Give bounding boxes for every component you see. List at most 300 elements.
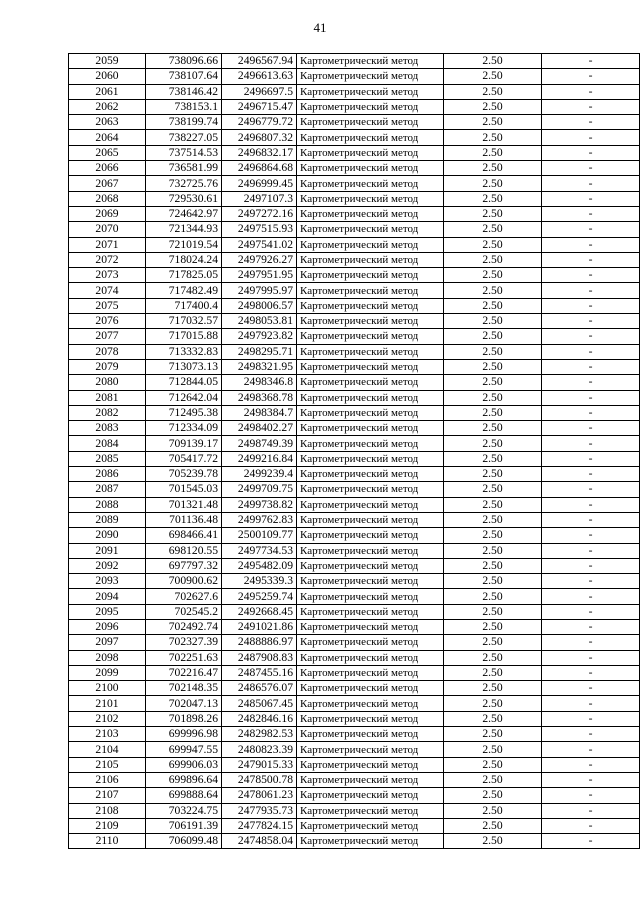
y-coordinate-cell: 2498295.71 <box>222 344 297 359</box>
point-number-cell: 2089 <box>69 512 146 527</box>
accuracy-cell: 2.50 <box>444 665 542 680</box>
y-coordinate-cell: 2498749.39 <box>222 436 297 451</box>
x-coordinate-cell: 705239.78 <box>146 467 222 482</box>
accuracy-cell: 2.50 <box>444 834 542 849</box>
y-coordinate-cell: 2496864.68 <box>222 161 297 176</box>
method-cell: Картометрический метод <box>297 619 444 634</box>
y-coordinate-cell: 2499239.4 <box>222 467 297 482</box>
x-coordinate-cell: 702148.35 <box>146 681 222 696</box>
description-cell: - <box>542 344 640 359</box>
description-cell: - <box>542 589 640 604</box>
description-cell: - <box>542 436 640 451</box>
description-cell: - <box>542 298 640 313</box>
method-cell: Картометрический метод <box>297 359 444 374</box>
description-cell: - <box>542 818 640 833</box>
method-cell: Картометрический метод <box>297 405 444 420</box>
description-cell: - <box>542 237 640 252</box>
x-coordinate-cell: 702327.39 <box>146 635 222 650</box>
table-row <box>69 314 640 329</box>
y-coordinate-cell: 2497541.02 <box>222 237 297 252</box>
x-coordinate-cell: 738199.74 <box>146 115 222 130</box>
y-coordinate-cell: 2478061.23 <box>222 788 297 803</box>
point-number-cell: 2076 <box>69 314 146 329</box>
point-number-cell: 2072 <box>69 252 146 267</box>
method-cell: Картометрический метод <box>297 757 444 772</box>
description-cell: - <box>542 528 640 543</box>
table-row <box>69 497 640 512</box>
table-row <box>69 359 640 374</box>
method-cell: Картометрический метод <box>297 696 444 711</box>
x-coordinate-cell: 702047.13 <box>146 696 222 711</box>
point-number-cell: 2103 <box>69 727 146 742</box>
description-cell: - <box>542 727 640 742</box>
description-cell: - <box>542 665 640 680</box>
description-cell: - <box>542 314 640 329</box>
accuracy-cell: 2.50 <box>444 818 542 833</box>
accuracy-cell: 2.50 <box>444 619 542 634</box>
accuracy-cell: 2.50 <box>444 298 542 313</box>
accuracy-cell: 2.50 <box>444 696 542 711</box>
method-cell: Картометрический метод <box>297 237 444 252</box>
x-coordinate-cell: 732725.76 <box>146 176 222 191</box>
accuracy-cell: 2.50 <box>444 742 542 757</box>
accuracy-cell: 2.50 <box>444 161 542 176</box>
point-number-cell: 2095 <box>69 604 146 619</box>
point-number-cell: 2069 <box>69 206 146 221</box>
table-row <box>69 206 640 221</box>
y-coordinate-cell: 2496697.5 <box>222 84 297 99</box>
description-cell: - <box>542 512 640 527</box>
point-number-cell: 2075 <box>69 298 146 313</box>
y-coordinate-cell: 2495339.3 <box>222 574 297 589</box>
accuracy-cell: 2.50 <box>444 359 542 374</box>
description-cell: - <box>542 283 640 298</box>
accuracy-cell: 2.50 <box>444 772 542 787</box>
point-number-cell: 2078 <box>69 344 146 359</box>
y-coordinate-cell: 2498368.78 <box>222 390 297 405</box>
y-coordinate-cell: 2500109.77 <box>222 528 297 543</box>
x-coordinate-cell: 738227.05 <box>146 130 222 145</box>
x-coordinate-cell: 701898.26 <box>146 711 222 726</box>
accuracy-cell: 2.50 <box>444 574 542 589</box>
accuracy-cell: 2.50 <box>444 54 542 69</box>
y-coordinate-cell: 2477824.15 <box>222 818 297 833</box>
y-coordinate-cell: 2496613.63 <box>222 69 297 84</box>
point-number-cell: 2102 <box>69 711 146 726</box>
description-cell: - <box>542 681 640 696</box>
description-cell: - <box>542 711 640 726</box>
method-cell: Картометрический метод <box>297 727 444 742</box>
point-number-cell: 2073 <box>69 268 146 283</box>
accuracy-cell: 2.50 <box>444 99 542 114</box>
accuracy-cell: 2.50 <box>444 727 542 742</box>
point-number-cell: 2079 <box>69 359 146 374</box>
coordinates-table <box>68 53 640 849</box>
table-row <box>69 69 640 84</box>
table-row <box>69 222 640 237</box>
point-number-cell: 2061 <box>69 84 146 99</box>
x-coordinate-cell: 706099.48 <box>146 834 222 849</box>
table-row <box>69 543 640 558</box>
description-cell: - <box>542 558 640 573</box>
y-coordinate-cell: 2497515.93 <box>222 222 297 237</box>
accuracy-cell: 2.50 <box>444 543 542 558</box>
x-coordinate-cell: 712495.38 <box>146 405 222 420</box>
table-row <box>69 298 640 313</box>
description-cell: - <box>542 772 640 787</box>
x-coordinate-cell: 699906.03 <box>146 757 222 772</box>
point-number-cell: 2083 <box>69 421 146 436</box>
y-coordinate-cell: 2479015.33 <box>222 757 297 772</box>
accuracy-cell: 2.50 <box>444 421 542 436</box>
x-coordinate-cell: 729530.61 <box>146 191 222 206</box>
x-coordinate-cell: 737514.53 <box>146 145 222 160</box>
x-coordinate-cell: 702216.47 <box>146 665 222 680</box>
description-cell: - <box>542 619 640 634</box>
table-row <box>69 405 640 420</box>
point-number-cell: 2090 <box>69 528 146 543</box>
accuracy-cell: 2.50 <box>444 512 542 527</box>
y-coordinate-cell: 2487455.16 <box>222 665 297 680</box>
point-number-cell: 2110 <box>69 834 146 849</box>
point-number-cell: 2063 <box>69 115 146 130</box>
method-cell: Картометрический метод <box>297 99 444 114</box>
point-number-cell: 2107 <box>69 788 146 803</box>
method-cell: Картометрический метод <box>297 115 444 130</box>
x-coordinate-cell: 703224.75 <box>146 803 222 818</box>
y-coordinate-cell: 2492668.45 <box>222 604 297 619</box>
method-cell: Картометрический метод <box>297 390 444 405</box>
accuracy-cell: 2.50 <box>444 283 542 298</box>
table-row <box>69 803 640 818</box>
accuracy-cell: 2.50 <box>444 344 542 359</box>
method-cell: Картометрический метод <box>297 176 444 191</box>
accuracy-cell: 2.50 <box>444 467 542 482</box>
description-cell: - <box>542 803 640 818</box>
x-coordinate-cell: 697797.32 <box>146 558 222 573</box>
point-number-cell: 2085 <box>69 451 146 466</box>
accuracy-cell: 2.50 <box>444 206 542 221</box>
point-number-cell: 2068 <box>69 191 146 206</box>
accuracy-cell: 2.50 <box>444 497 542 512</box>
x-coordinate-cell: 699947.55 <box>146 742 222 757</box>
accuracy-cell: 2.50 <box>444 390 542 405</box>
table-row <box>69 742 640 757</box>
y-coordinate-cell: 2496832.17 <box>222 145 297 160</box>
point-number-cell: 2093 <box>69 574 146 589</box>
accuracy-cell: 2.50 <box>444 191 542 206</box>
y-coordinate-cell: 2496779.72 <box>222 115 297 130</box>
x-coordinate-cell: 717400.4 <box>146 298 222 313</box>
y-coordinate-cell: 2478500.78 <box>222 772 297 787</box>
accuracy-cell: 2.50 <box>444 405 542 420</box>
method-cell: Картометрический метод <box>297 528 444 543</box>
accuracy-cell: 2.50 <box>444 482 542 497</box>
y-coordinate-cell: 2495259.74 <box>222 589 297 604</box>
accuracy-cell: 2.50 <box>444 635 542 650</box>
description-cell: - <box>542 375 640 390</box>
accuracy-cell: 2.50 <box>444 329 542 344</box>
point-number-cell: 2094 <box>69 589 146 604</box>
table-row <box>69 436 640 451</box>
table-row <box>69 191 640 206</box>
x-coordinate-cell: 702251.63 <box>146 650 222 665</box>
accuracy-cell: 2.50 <box>444 757 542 772</box>
description-cell: - <box>542 788 640 803</box>
accuracy-cell: 2.50 <box>444 589 542 604</box>
description-cell: - <box>542 252 640 267</box>
method-cell: Картометрический метод <box>297 574 444 589</box>
y-coordinate-cell: 2498402.27 <box>222 421 297 436</box>
y-coordinate-cell: 2499762.83 <box>222 512 297 527</box>
table-row <box>69 329 640 344</box>
x-coordinate-cell: 738146.42 <box>146 84 222 99</box>
point-number-cell: 2109 <box>69 818 146 833</box>
y-coordinate-cell: 2487908.83 <box>222 650 297 665</box>
description-cell: - <box>542 222 640 237</box>
accuracy-cell: 2.50 <box>444 681 542 696</box>
y-coordinate-cell: 2499709.75 <box>222 482 297 497</box>
method-cell: Картометрический метод <box>297 497 444 512</box>
table-row <box>69 99 640 114</box>
accuracy-cell: 2.50 <box>444 222 542 237</box>
y-coordinate-cell: 2488886.97 <box>222 635 297 650</box>
accuracy-cell: 2.50 <box>444 176 542 191</box>
method-cell: Картометрический метод <box>297 69 444 84</box>
point-number-cell: 2097 <box>69 635 146 650</box>
method-cell: Картометрический метод <box>297 268 444 283</box>
description-cell: - <box>542 834 640 849</box>
y-coordinate-cell: 2477935.73 <box>222 803 297 818</box>
method-cell: Картометрический метод <box>297 650 444 665</box>
y-coordinate-cell: 2496999.45 <box>222 176 297 191</box>
description-cell: - <box>542 390 640 405</box>
accuracy-cell: 2.50 <box>444 375 542 390</box>
accuracy-cell: 2.50 <box>444 115 542 130</box>
x-coordinate-cell: 717482.49 <box>146 283 222 298</box>
method-cell: Картометрический метод <box>297 451 444 466</box>
y-coordinate-cell: 2498346.8 <box>222 375 297 390</box>
accuracy-cell: 2.50 <box>444 314 542 329</box>
x-coordinate-cell: 702627.6 <box>146 589 222 604</box>
y-coordinate-cell: 2485067.45 <box>222 696 297 711</box>
table-row <box>69 344 640 359</box>
y-coordinate-cell: 2499738.82 <box>222 497 297 512</box>
x-coordinate-cell: 738153.1 <box>146 99 222 114</box>
x-coordinate-cell: 713073.13 <box>146 359 222 374</box>
table-row <box>69 528 640 543</box>
description-cell: - <box>542 99 640 114</box>
method-cell: Картометрический метод <box>297 161 444 176</box>
method-cell: Картометрический метод <box>297 54 444 69</box>
table-row <box>69 512 640 527</box>
method-cell: Картометрический метод <box>297 772 444 787</box>
table-row <box>69 451 640 466</box>
table-row <box>69 574 640 589</box>
x-coordinate-cell: 699896.64 <box>146 772 222 787</box>
y-coordinate-cell: 2486576.07 <box>222 681 297 696</box>
point-number-cell: 2077 <box>69 329 146 344</box>
table-row <box>69 558 640 573</box>
y-coordinate-cell: 2482846.16 <box>222 711 297 726</box>
point-number-cell: 2064 <box>69 130 146 145</box>
table-row <box>69 375 640 390</box>
y-coordinate-cell: 2474858.04 <box>222 834 297 849</box>
table-row <box>69 834 640 849</box>
x-coordinate-cell: 701545.03 <box>146 482 222 497</box>
description-cell: - <box>542 405 640 420</box>
x-coordinate-cell: 699996.98 <box>146 727 222 742</box>
method-cell: Картометрический метод <box>297 558 444 573</box>
description-cell: - <box>542 467 640 482</box>
x-coordinate-cell: 712844.05 <box>146 375 222 390</box>
x-coordinate-cell: 702545.2 <box>146 604 222 619</box>
table-row <box>69 711 640 726</box>
table-row <box>69 130 640 145</box>
x-coordinate-cell: 712334.09 <box>146 421 222 436</box>
point-number-cell: 2082 <box>69 405 146 420</box>
description-cell: - <box>542 696 640 711</box>
table-row <box>69 145 640 160</box>
x-coordinate-cell: 705417.72 <box>146 451 222 466</box>
point-number-cell: 2091 <box>69 543 146 558</box>
page-number: 41 <box>313 20 327 35</box>
description-cell: - <box>542 482 640 497</box>
table-row <box>69 421 640 436</box>
table-row <box>69 283 640 298</box>
y-coordinate-cell: 2482982.53 <box>222 727 297 742</box>
table-row <box>69 818 640 833</box>
method-cell: Картометрический метод <box>297 84 444 99</box>
point-number-cell: 2080 <box>69 375 146 390</box>
description-cell: - <box>542 742 640 757</box>
y-coordinate-cell: 2497107.3 <box>222 191 297 206</box>
accuracy-cell: 2.50 <box>444 711 542 726</box>
x-coordinate-cell: 721344.93 <box>146 222 222 237</box>
method-cell: Картометрический метод <box>297 589 444 604</box>
method-cell: Картометрический метод <box>297 742 444 757</box>
y-coordinate-cell: 2496807.32 <box>222 130 297 145</box>
method-cell: Картометрический метод <box>297 803 444 818</box>
point-number-cell: 2062 <box>69 99 146 114</box>
accuracy-cell: 2.50 <box>444 436 542 451</box>
description-cell: - <box>542 206 640 221</box>
method-cell: Картометрический метод <box>297 344 444 359</box>
point-number-cell: 2070 <box>69 222 146 237</box>
method-cell: Картометрический метод <box>297 482 444 497</box>
accuracy-cell: 2.50 <box>444 84 542 99</box>
x-coordinate-cell: 724642.97 <box>146 206 222 221</box>
method-cell: Картометрический метод <box>297 711 444 726</box>
table-row <box>69 650 640 665</box>
table-row <box>69 467 640 482</box>
coordinates-table-body <box>69 54 640 849</box>
method-cell: Картометрический метод <box>297 818 444 833</box>
x-coordinate-cell: 712642.04 <box>146 390 222 405</box>
method-cell: Картометрический метод <box>297 788 444 803</box>
y-coordinate-cell: 2496567.94 <box>222 54 297 69</box>
y-coordinate-cell: 2497734.53 <box>222 543 297 558</box>
accuracy-cell: 2.50 <box>444 528 542 543</box>
x-coordinate-cell: 701321.48 <box>146 497 222 512</box>
table-row <box>69 681 640 696</box>
method-cell: Картометрический метод <box>297 834 444 849</box>
y-coordinate-cell: 2495482.09 <box>222 558 297 573</box>
table-row <box>69 176 640 191</box>
method-cell: Картометрический метод <box>297 298 444 313</box>
table-row <box>69 161 640 176</box>
x-coordinate-cell: 700900.62 <box>146 574 222 589</box>
method-cell: Картометрический метод <box>297 665 444 680</box>
method-cell: Картометрический метод <box>297 635 444 650</box>
description-cell: - <box>542 329 640 344</box>
x-coordinate-cell: 717015.88 <box>146 329 222 344</box>
y-coordinate-cell: 2499216.84 <box>222 451 297 466</box>
method-cell: Картометрический метод <box>297 604 444 619</box>
x-coordinate-cell: 736581.99 <box>146 161 222 176</box>
x-coordinate-cell: 718024.24 <box>146 252 222 267</box>
point-number-cell: 2104 <box>69 742 146 757</box>
table-row <box>69 696 640 711</box>
method-cell: Картометрический метод <box>297 252 444 267</box>
method-cell: Картометрический метод <box>297 436 444 451</box>
accuracy-cell: 2.50 <box>444 237 542 252</box>
accuracy-cell: 2.50 <box>444 268 542 283</box>
table-row <box>69 727 640 742</box>
point-number-cell: 2081 <box>69 390 146 405</box>
point-number-cell: 2088 <box>69 497 146 512</box>
point-number-cell: 2066 <box>69 161 146 176</box>
point-number-cell: 2060 <box>69 69 146 84</box>
accuracy-cell: 2.50 <box>444 69 542 84</box>
point-number-cell: 2099 <box>69 665 146 680</box>
accuracy-cell: 2.50 <box>444 558 542 573</box>
table-row <box>69 237 640 252</box>
x-coordinate-cell: 698120.55 <box>146 543 222 558</box>
description-cell: - <box>542 650 640 665</box>
x-coordinate-cell: 717032.57 <box>146 314 222 329</box>
x-coordinate-cell: 721019.54 <box>146 237 222 252</box>
description-cell: - <box>542 574 640 589</box>
table-row <box>69 589 640 604</box>
point-number-cell: 2074 <box>69 283 146 298</box>
x-coordinate-cell: 738096.66 <box>146 54 222 69</box>
method-cell: Картометрический метод <box>297 314 444 329</box>
y-coordinate-cell: 2498053.81 <box>222 314 297 329</box>
point-number-cell: 2059 <box>69 54 146 69</box>
accuracy-cell: 2.50 <box>444 604 542 619</box>
y-coordinate-cell: 2498321.95 <box>222 359 297 374</box>
method-cell: Картометрический метод <box>297 222 444 237</box>
table-row <box>69 772 640 787</box>
method-cell: Картометрический метод <box>297 681 444 696</box>
description-cell: - <box>542 145 640 160</box>
y-coordinate-cell: 2491021.86 <box>222 619 297 634</box>
y-coordinate-cell: 2498384.7 <box>222 405 297 420</box>
point-number-cell: 2106 <box>69 772 146 787</box>
point-number-cell: 2084 <box>69 436 146 451</box>
point-number-cell: 2105 <box>69 757 146 772</box>
point-number-cell: 2101 <box>69 696 146 711</box>
method-cell: Картометрический метод <box>297 543 444 558</box>
description-cell: - <box>542 84 640 99</box>
description-cell: - <box>542 635 640 650</box>
description-cell: - <box>542 757 640 772</box>
description-cell: - <box>542 268 640 283</box>
x-coordinate-cell: 701136.48 <box>146 512 222 527</box>
method-cell: Картометрический метод <box>297 206 444 221</box>
y-coordinate-cell: 2497951.95 <box>222 268 297 283</box>
